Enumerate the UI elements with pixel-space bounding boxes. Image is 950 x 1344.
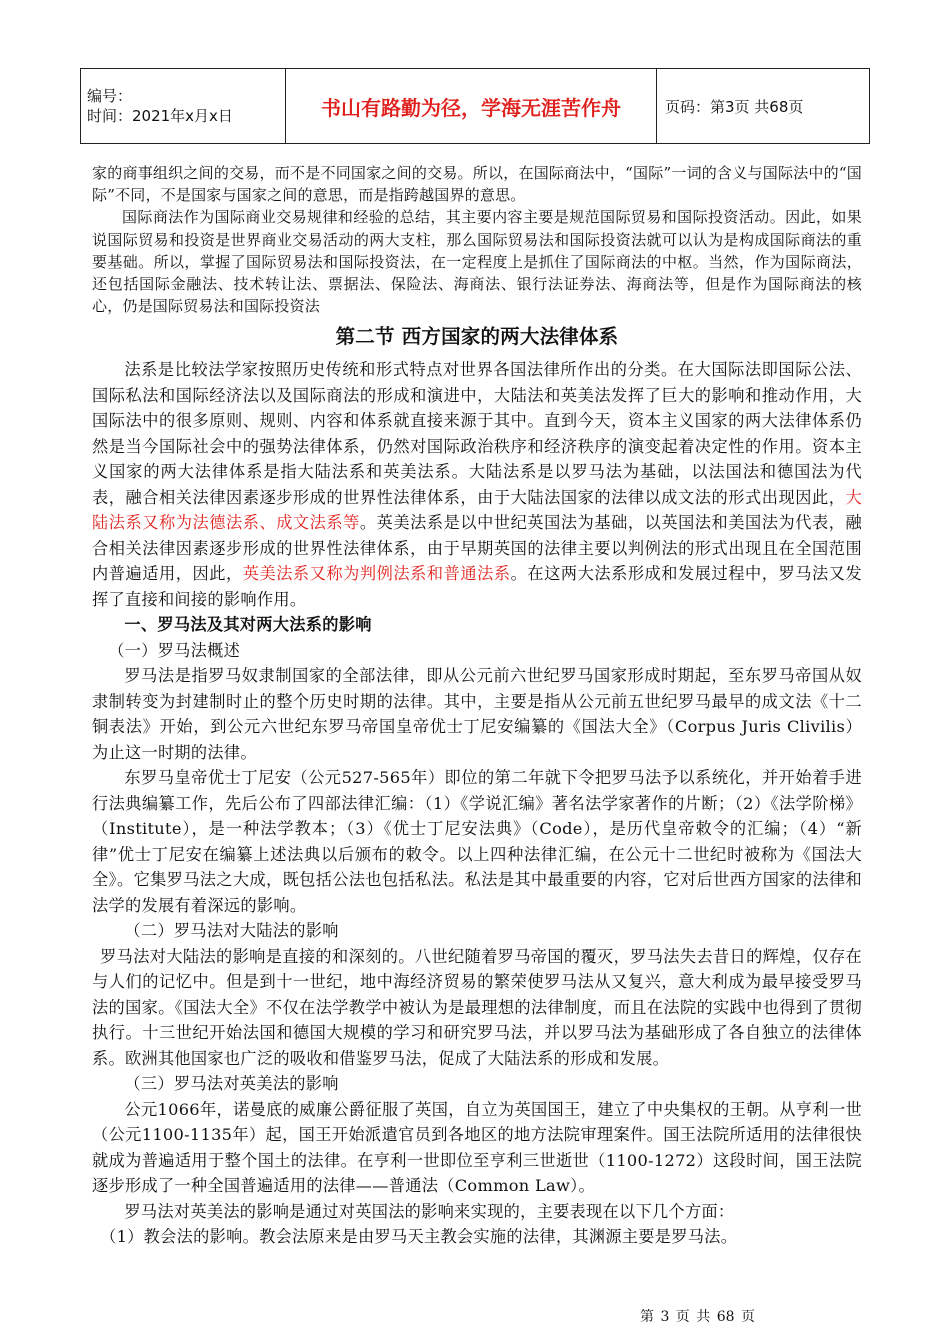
- header-page-info: 页码：第3页 共68页: [657, 69, 870, 144]
- subheading: （一）罗马法概述: [108, 640, 241, 660]
- paragraph: 罗马法对大陆法的影响是直接的和深刻的。八世纪随着罗马帝国的覆灭，罗马法失去昔日的辉煌，仅存在与人们的记忆中。但是到十一世纪，地中海经济贸易的繁荣使罗马法从又复兴，意大利成为最早接受罗马法的国家。《国法大全》不仅在法学教学中被认为是最理想的法律制度，而且在法院的实践中也得到了贯彻执行。十三世纪开始法国和德国大规模的学习和研究罗马法，并以罗马法为基础形成了各自独立的法律体系。欧洲其他国家也广泛的吸收和借鉴罗马法，促成了大陆法系的形成和发展。: [92, 946, 862, 1068]
- header-motto: 书山有路勤为径，学海无涯苦作舟: [286, 69, 657, 144]
- paragraph: 罗马法对英美法的影响是通过对英国法的影响来实现的，主要表现在以下几个方面：: [124, 1201, 735, 1221]
- document-body: [92, 162, 862, 1250]
- highlight-text: 大陆法系又称为法德法系、成文法系等: [92, 487, 862, 533]
- time-label: 时间：2021年x月x日: [87, 107, 233, 125]
- paragraph: 国际商法作为国际商业交易规律和经验的总结，其主要内容主要是规范国际贸易和国际投资活动。因此，如果说国际贸易和投资是世界商业交易活动的两大支柱，那么国际贸易法和国际投资法就可以认为是构成国际商法的重要基础。所以，掌握了国际贸易法和国际投资法，在一定程度上是抓住了国际商法的中枢。当然，作为国际商法，还包括国际金融法、技术转让法、票据法、保险法、海商法、银行法证券法、海商法等，但是作为国际商法的核心，仍是国际贸易法和国际投资法: [92, 208, 862, 316]
- header-meta-cell: [81, 69, 286, 144]
- text-run: 法系是比较法学家按照历史传统和形式特点对世界各国法律所作出的分类。在大国际法即国际公法、国际私法和国际经济法以及国际商法的形成和演进中，大陆法和英美法发挥了巨大的影响和推动作用，大国际法中的很多原则、规则、内容和体系就直接来源于其中。直到今天，资本主义国家的两大法律体系仍然是当今国际社会中的强势法律体系，仍然对国际政治秩序和经济秩序的演变起着决定性的作用。资本主义国家的两大法律体系是指大陆法系和英美法系。大陆法系是以罗马法为基础，以法国法和德国法为代表，融合相关法律因素逐步形成的世界性法律体系，由于大陆法国家的法律以成文法的形式出现因此，: [92, 360, 862, 507]
- page-footer: 第 3 页 共 68 页: [640, 1309, 755, 1325]
- highlight-text: 英美法系又称为判例法系和普通法系: [242, 564, 511, 584]
- paragraph: 罗马法是指罗马奴隶制国家的全部法律，即从公元前六世纪罗马国家形成时期起，至东罗马帝国从奴隶制转变为封建制时止的整个历史时期的法律。其中，主要是指从公元前五世纪罗马最早的成文法《十二铜表法》开始，到公元六世纪东罗马帝国皇帝优士丁尼安编纂的《国法大全》（Corpus Juris Clivilis）为止这一时期的法律。: [92, 666, 862, 762]
- paragraph: 家的商事组织之间的交易，而不是不同国家之间的交易。所以，在国际商法中，“国际”一词的含义与国际法中的“国际”不同，不是国家与国家之间的意思，而是指跨越国界的意思。: [92, 164, 862, 205]
- text-run: 。在这两大法系形成和发展过程中，罗马法又发挥了直接和间接的影响作用。: [92, 564, 862, 609]
- document-header: [80, 68, 870, 144]
- text-run: 。英美法系是以中世纪英国法为基础，以英国法和美国法为代表，融合相关法律因素逐步形成的世界性法律体系，由于早期英国的法律主要以判例法的形式出现且在全国范围内普遍适用，因此，: [92, 513, 862, 584]
- section-title: 第二节 西方国家的两大法律体系: [335, 325, 619, 349]
- subheading: （二）罗马法对大陆法的影响: [124, 921, 339, 941]
- paragraph: 公元1066年，诺曼底的威廉公爵征服了英国，自立为英国国王，建立了中央集权的王朝。从亨利一世（公元1100-1135年）起，国王开始派遣官员到各地区的地方法院审理案件。国王法院所适用的法律很快就成为普遍适用于整个国土的法律。在亨利一世即位至亨利三世逝世（1100-1272）这段时间，国王法院逐步形成了一种全国普遍适用的法律——普通法（Common Law）。: [92, 1099, 862, 1196]
- subheading: （三）罗马法对英美法的影响: [124, 1074, 339, 1094]
- paragraph: 东罗马皇帝优士丁尼安（公元527-565年）即位的第二年就下令把罗马法予以系统化，并开始着手进行法典编纂工作，先后公布了四部法律汇编：（1）《学说汇编》著名法学家著作的片断；（2）《法学阶梯》（Institute），是一种法学教本；（3）《优士丁尼安法典》（Code），是历代皇帝敕令的汇编；（4）“新律”优士丁尼安在编纂上述法典以后颁布的敕令。以上四种法律汇编，在公元十二世纪时被称为《国法大全》。它集罗马法之大成，既包括公法也包括私法。私法是其中最重要的内容，它对后世西方国家的法律和法学的发展有着深远的影响。: [92, 768, 862, 915]
- heading-level-1: 一、罗马法及其对两大法系的影响: [124, 615, 372, 635]
- section-content: [92, 357, 862, 1250]
- paragraph: [92, 357, 862, 612]
- serial-label: 编号：: [87, 87, 133, 105]
- paragraph: （1）教会法的影响。教会法原来是由罗马天主教会实施的法律，其渊源主要是罗马法。: [100, 1227, 738, 1247]
